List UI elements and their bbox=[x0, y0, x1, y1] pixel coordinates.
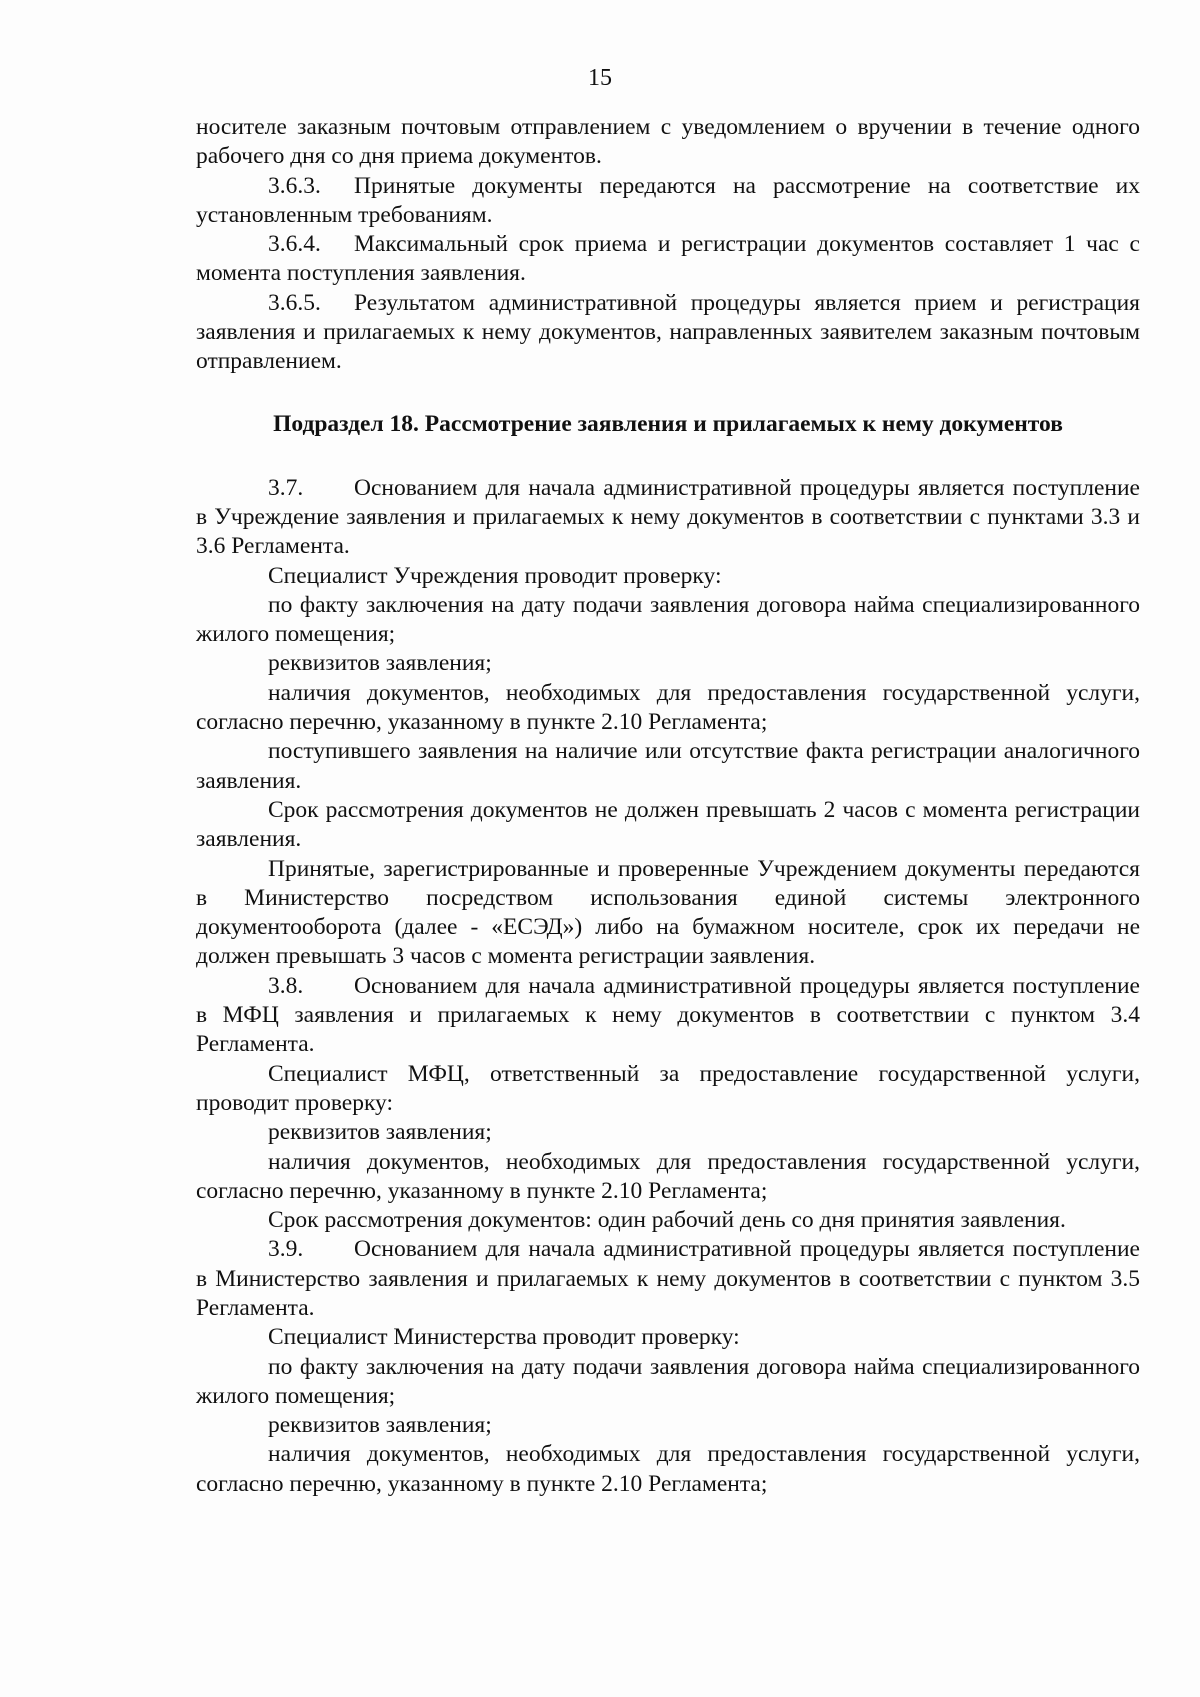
paragraph-text: реквизитов заявления; bbox=[268, 650, 492, 677]
paragraph-item bbox=[196, 855, 1140, 972]
paragraph-text: Срок рассмотрения документов не должен превышать 2 часов с момента регистрации заявления. bbox=[196, 796, 1140, 853]
paragraph-3-6-5 bbox=[196, 289, 1140, 377]
paragraph-text: наличия документов, необходимых для предоставления государственной услуги, согласно перечню, указанному в пункте 2.10 Регламента; bbox=[196, 1441, 1140, 1497]
paragraph-item bbox=[196, 737, 1140, 796]
paragraph-item bbox=[196, 679, 1140, 738]
paragraph-item bbox=[196, 796, 1140, 855]
page-number: 15 bbox=[588, 65, 612, 91]
paragraph-text: Основанием для начала административной процедуры является поступление в Учреждение заявления и прилагаемых к нему документов в соответствии с пунктами 3.3 и 3.6 Регламента. bbox=[196, 474, 1140, 560]
paragraph-item bbox=[196, 1323, 1140, 1352]
paragraph-text: наличия документов, необходимых для предоставления государственной услуги, согласно перечню, указанному в пункте 2.10 Регламента; bbox=[196, 679, 1140, 736]
paragraph-text: реквизитов заявления; bbox=[268, 1119, 492, 1146]
clause-number: 3.6.3. bbox=[268, 172, 321, 199]
paragraph-3-7 bbox=[196, 474, 1140, 562]
paragraph-text: Срок рассмотрения документов: один рабочий день со дня принятия заявления. bbox=[268, 1207, 1066, 1234]
paragraph-item bbox=[196, 649, 1140, 678]
document-body bbox=[196, 113, 1140, 1499]
paragraph-text: Принятые, зарегистрированные и проверенные Учреждением документы передаются в Министерство посредством использования единой системы электронного документооборота (далее - «ЕСЭД») либо на бумажном носителе, срок их передачи не должен превышать 3 часов с момента регистрации заявления. bbox=[196, 855, 1140, 970]
clause-number: 3.7. bbox=[268, 474, 304, 501]
paragraph-item bbox=[196, 591, 1140, 650]
paragraph-item bbox=[196, 562, 1140, 591]
paragraph-text: по факту заключения на дату подачи заявления договора найма специализированного жилого помещения; bbox=[196, 591, 1140, 648]
paragraph-item bbox=[196, 1118, 1140, 1147]
paragraph-3-6-4 bbox=[196, 230, 1140, 289]
paragraph-text: Принятые документы передаются на рассмотрение на соответствие их установленным требованиям. bbox=[196, 172, 1140, 228]
paragraph-text: реквизитов заявления; bbox=[268, 1412, 492, 1439]
paragraph-3-8 bbox=[196, 972, 1140, 1060]
paragraph-text: Специалист МФЦ, ответственный за предоставление государственной услуги, проводит проверку: bbox=[196, 1060, 1140, 1116]
clause-number: 3.8. bbox=[268, 972, 304, 999]
paragraph-text: Специалист Министерства проводит проверку: bbox=[268, 1324, 740, 1351]
clause-number: 3.6.4. bbox=[268, 231, 321, 258]
paragraph-text: Основанием для начала административной процедуры является поступление в МФЦ заявления и прилагаемых к нему документов в соответствии с пунктом 3.4 Регламента. bbox=[196, 972, 1140, 1058]
paragraph-continuation bbox=[196, 113, 1140, 172]
paragraph-text: Основанием для начала административной процедуры является поступление в Министерство заявления и прилагаемых к нему документов в соответствии с пунктом 3.5 Регламента. bbox=[196, 1236, 1140, 1321]
paragraph-item bbox=[196, 1060, 1140, 1119]
paragraph-item bbox=[196, 1353, 1140, 1412]
paragraph-item bbox=[196, 1148, 1140, 1207]
section-heading: Подраздел 18. Рассмотрение заявления и прилагаемых к нему документов bbox=[273, 410, 1063, 437]
clause-number: 3.9. bbox=[268, 1236, 304, 1263]
paragraph-text: Специалист Учреждения проводит проверку: bbox=[268, 562, 722, 589]
paragraph-text: поступившего заявления на наличие или отсутствие факта регистрации аналогичного заявления. bbox=[196, 738, 1140, 794]
paragraph-item bbox=[196, 1440, 1140, 1499]
paragraph-text: наличия документов, необходимых для предоставления государственной услуги, согласно перечню, указанному в пункте 2.10 Регламента; bbox=[196, 1148, 1140, 1204]
paragraph-text: Результатом административной процедуры является прием и регистрация заявления и прилагаемых к нему документов, направленных заявителем заказным почтовым отправлением. bbox=[196, 289, 1140, 375]
paragraph-text: носителе заказным почтовым отправлением с уведомлением о вручении в течение одного рабочего дня со дня приема документов. bbox=[196, 114, 1140, 170]
paragraph-3-9 bbox=[196, 1235, 1140, 1323]
paragraph-3-6-3 bbox=[196, 172, 1140, 231]
paragraph-item bbox=[196, 1206, 1140, 1235]
clause-number: 3.6.5. bbox=[268, 289, 321, 316]
paragraph-text: Максимальный срок приема и регистрации документов составляет 1 час с момента поступления заявления. bbox=[196, 231, 1140, 287]
paragraph-item bbox=[196, 1411, 1140, 1440]
paragraph-text: по факту заключения на дату подачи заявления договора найма специализированного жилого помещения; bbox=[196, 1353, 1140, 1409]
